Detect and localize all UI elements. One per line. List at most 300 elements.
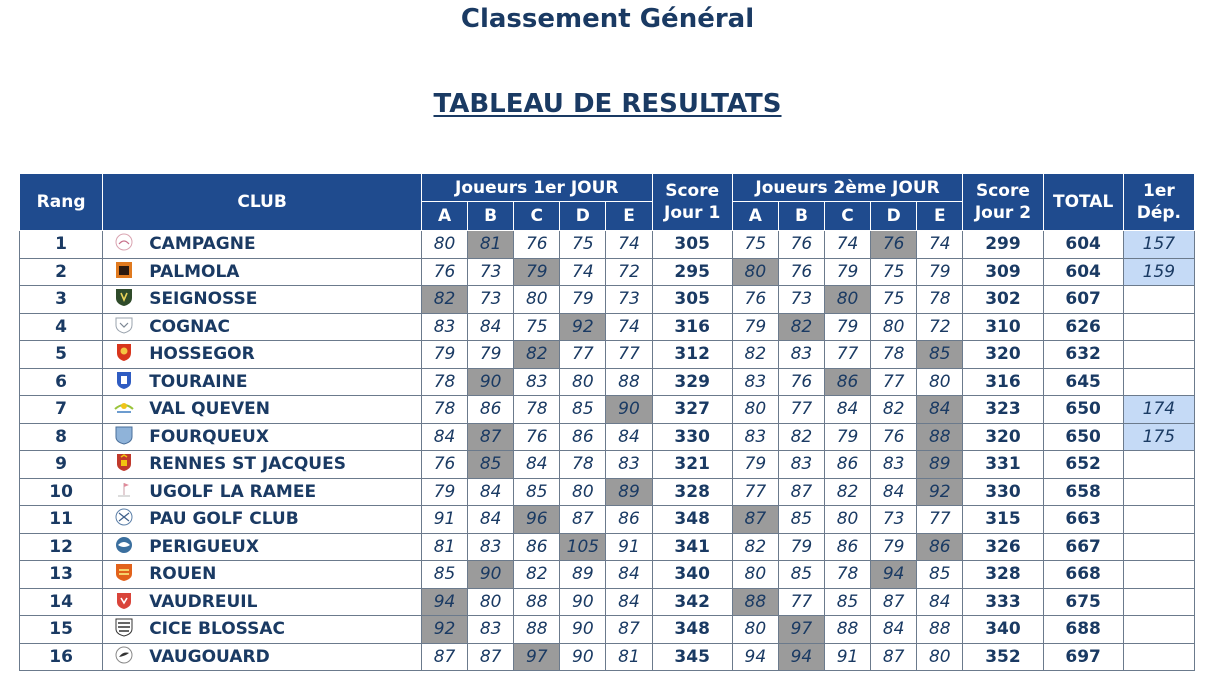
first-departure-cell	[1123, 478, 1194, 506]
day2-score-cell: 84	[871, 478, 917, 506]
day1-player-d-header: D	[560, 202, 606, 231]
palmola-logo-icon	[113, 260, 135, 280]
day1-score-cell: 90	[560, 643, 606, 671]
first-departure-cell	[1123, 286, 1194, 314]
day1-score-cell: 89	[560, 561, 606, 589]
rank-cell: 3	[20, 286, 103, 314]
day2-score-cell: 82	[871, 396, 917, 424]
club-cell	[103, 616, 422, 644]
day1-score-cell: 91	[606, 533, 652, 561]
score-day2-cell: 309	[963, 258, 1043, 286]
day1-score-cell: 86	[560, 423, 606, 451]
day1-score-cell: 80	[514, 286, 560, 314]
score-day2-cell: 340	[963, 616, 1043, 644]
club-name: PERIGUEUX	[149, 536, 259, 557]
day2-player-c-header: C	[824, 202, 870, 231]
total-cell: 645	[1043, 368, 1123, 396]
day2-score-cell: 83	[732, 423, 778, 451]
first-departure-header-line1: 1er	[1142, 181, 1175, 201]
day2-score-cell: 77	[778, 396, 824, 424]
score-day2-header	[963, 174, 1043, 231]
day2-score-cell: 80	[732, 396, 778, 424]
club-name: UGOLF LA RAMEE	[149, 481, 317, 502]
first-departure-cell	[1123, 341, 1194, 369]
club-cell	[103, 423, 422, 451]
rank-cell: 9	[20, 451, 103, 479]
total-cell: 650	[1043, 423, 1123, 451]
day2-score-cell: 79	[917, 258, 963, 286]
score-day1-cell: 321	[652, 451, 732, 479]
rennes-logo-icon	[113, 452, 135, 472]
rank-cell: 16	[20, 643, 103, 671]
day1-score-cell: 85	[560, 396, 606, 424]
total-cell: 688	[1043, 616, 1123, 644]
day1-score-cell: 84	[468, 478, 514, 506]
day2-score-cell: 85	[917, 561, 963, 589]
club-cell	[103, 561, 422, 589]
total-header: TOTAL	[1043, 174, 1123, 231]
day2-player-a-header: A	[732, 202, 778, 231]
day2-score-cell: 75	[871, 286, 917, 314]
table-row	[20, 423, 1195, 451]
day1-score-cell: 85	[468, 451, 514, 479]
day1-score-cell: 74	[606, 313, 652, 341]
day2-score-cell: 76	[778, 231, 824, 259]
cice-blossac-logo-icon	[113, 617, 135, 637]
day2-score-cell: 82	[778, 423, 824, 451]
rouen-logo-icon	[113, 562, 135, 582]
club-cell	[103, 231, 422, 259]
day1-score-cell: 78	[514, 396, 560, 424]
day1-score-cell: 96	[514, 506, 560, 534]
day1-score-cell: 76	[514, 231, 560, 259]
score-day2-cell: 333	[963, 588, 1043, 616]
day1-score-cell: 84	[606, 588, 652, 616]
score-day1-cell: 312	[652, 341, 732, 369]
day1-score-cell: 94	[421, 588, 467, 616]
day2-score-cell: 85	[778, 506, 824, 534]
day2-score-cell: 85	[917, 341, 963, 369]
day1-score-cell: 89	[606, 478, 652, 506]
day1-score-cell: 81	[606, 643, 652, 671]
day1-score-cell: 73	[468, 258, 514, 286]
day1-score-cell: 73	[468, 286, 514, 314]
day1-score-cell: 72	[606, 258, 652, 286]
day2-score-cell: 83	[871, 451, 917, 479]
day2-score-cell: 80	[917, 643, 963, 671]
table-row	[20, 451, 1195, 479]
day2-score-cell: 88	[917, 423, 963, 451]
club-name: COGNAC	[149, 316, 230, 337]
total-cell: 650	[1043, 396, 1123, 424]
day2-score-cell: 80	[824, 506, 870, 534]
score-day2-header-line1: Score	[975, 181, 1030, 201]
rank-cell: 7	[20, 396, 103, 424]
rank-cell: 12	[20, 533, 103, 561]
total-cell: 667	[1043, 533, 1123, 561]
day1-player-b-header: B	[468, 202, 514, 231]
day2-score-cell: 94	[732, 643, 778, 671]
day1-score-cell: 78	[421, 368, 467, 396]
day2-score-cell: 79	[824, 313, 870, 341]
day2-score-cell: 84	[871, 616, 917, 644]
score-day2-cell: 320	[963, 423, 1043, 451]
day1-score-cell: 76	[514, 423, 560, 451]
score-day1-header-line2: Jour 1	[664, 203, 721, 223]
day1-score-cell: 84	[468, 506, 514, 534]
day2-score-cell: 76	[871, 423, 917, 451]
day2-players-header: Joueurs 2ème JOUR	[732, 174, 963, 202]
total-cell: 607	[1043, 286, 1123, 314]
day1-score-cell: 88	[514, 588, 560, 616]
day1-score-cell: 90	[606, 396, 652, 424]
table-body	[20, 231, 1195, 671]
table-row	[20, 341, 1195, 369]
first-departure-cell: 174	[1123, 396, 1194, 424]
day2-score-cell: 80	[824, 286, 870, 314]
day2-score-cell: 80	[871, 313, 917, 341]
pau-logo-icon	[113, 507, 135, 527]
score-day1-cell: 341	[652, 533, 732, 561]
day1-score-cell: 79	[421, 478, 467, 506]
day2-score-cell: 85	[778, 561, 824, 589]
club-name: VAUDREUIL	[149, 591, 258, 612]
total-cell: 604	[1043, 231, 1123, 259]
day2-score-cell: 83	[778, 451, 824, 479]
day2-score-cell: 77	[871, 368, 917, 396]
rank-cell: 5	[20, 341, 103, 369]
day1-score-cell: 90	[560, 616, 606, 644]
day2-score-cell: 82	[778, 313, 824, 341]
score-day2-cell: 310	[963, 313, 1043, 341]
score-day2-cell: 352	[963, 643, 1043, 671]
score-day1-cell: 328	[652, 478, 732, 506]
club-cell	[103, 478, 422, 506]
score-day2-cell: 320	[963, 341, 1043, 369]
rank-cell: 6	[20, 368, 103, 396]
club-cell	[103, 643, 422, 671]
club-name: TOURAINE	[149, 371, 248, 392]
day2-score-cell: 97	[778, 616, 824, 644]
day1-players-header: Joueurs 1er JOUR	[421, 174, 652, 202]
day2-score-cell: 80	[732, 258, 778, 286]
day1-score-cell: 92	[421, 616, 467, 644]
day1-score-cell: 78	[421, 396, 467, 424]
score-day1-cell: 327	[652, 396, 732, 424]
score-day2-cell: 315	[963, 506, 1043, 534]
day2-score-cell: 94	[778, 643, 824, 671]
first-departure-cell	[1123, 533, 1194, 561]
day2-score-cell: 84	[917, 396, 963, 424]
day1-score-cell: 86	[468, 396, 514, 424]
day1-score-cell: 83	[421, 313, 467, 341]
seignosse-logo-icon	[113, 287, 135, 307]
score-day1-header	[652, 174, 732, 231]
club-cell	[103, 286, 422, 314]
day1-score-cell: 74	[560, 258, 606, 286]
score-day1-cell: 348	[652, 616, 732, 644]
score-day1-cell: 329	[652, 368, 732, 396]
day1-score-cell: 76	[421, 258, 467, 286]
vaudreuil-logo-icon	[113, 590, 135, 610]
rank-cell: 13	[20, 561, 103, 589]
day2-score-cell: 94	[871, 561, 917, 589]
day1-score-cell: 79	[421, 341, 467, 369]
day1-score-cell: 75	[514, 313, 560, 341]
score-day2-cell: 316	[963, 368, 1043, 396]
day1-score-cell: 87	[560, 506, 606, 534]
day1-score-cell: 84	[421, 423, 467, 451]
rank-header: Rang	[20, 174, 103, 231]
cognac-logo-icon	[113, 315, 135, 335]
day2-score-cell: 78	[917, 286, 963, 314]
day2-score-cell: 77	[778, 588, 824, 616]
score-day2-cell: 299	[963, 231, 1043, 259]
day2-score-cell: 86	[917, 533, 963, 561]
day1-score-cell: 80	[560, 368, 606, 396]
day1-score-cell: 79	[560, 286, 606, 314]
day2-score-cell: 75	[732, 231, 778, 259]
day1-score-cell: 80	[560, 478, 606, 506]
day2-player-e-header: E	[917, 202, 963, 231]
score-day1-header-line1: Score	[665, 181, 720, 201]
day1-score-cell: 75	[560, 231, 606, 259]
day1-score-cell: 85	[421, 561, 467, 589]
rank-cell: 1	[20, 231, 103, 259]
rank-cell: 4	[20, 313, 103, 341]
day2-score-cell: 77	[917, 506, 963, 534]
day1-score-cell: 87	[468, 643, 514, 671]
first-departure-cell	[1123, 506, 1194, 534]
table-header	[20, 174, 1195, 231]
score-day2-cell: 331	[963, 451, 1043, 479]
day1-score-cell: 82	[514, 341, 560, 369]
day2-score-cell: 86	[824, 368, 870, 396]
val-queven-logo-icon	[113, 397, 135, 417]
club-name: VAL QUEVEN	[149, 399, 270, 420]
day1-score-cell: 83	[468, 616, 514, 644]
day1-score-cell: 86	[514, 533, 560, 561]
day1-score-cell: 81	[468, 231, 514, 259]
first-departure-cell	[1123, 451, 1194, 479]
day1-score-cell: 87	[468, 423, 514, 451]
club-header: CLUB	[103, 174, 422, 231]
day1-score-cell: 82	[514, 561, 560, 589]
first-departure-header-line2: Dép.	[1136, 203, 1181, 223]
day2-score-cell: 82	[732, 341, 778, 369]
day2-score-cell: 80	[917, 368, 963, 396]
day2-score-cell: 82	[732, 533, 778, 561]
day2-score-cell: 80	[732, 616, 778, 644]
first-departure-cell	[1123, 588, 1194, 616]
day2-score-cell: 77	[824, 341, 870, 369]
vaugouard-logo-icon	[113, 645, 135, 665]
day1-score-cell: 92	[560, 313, 606, 341]
club-name: CICE BLOSSAC	[149, 619, 286, 640]
club-name: HOSSEGOR	[149, 344, 255, 365]
day1-score-cell: 97	[514, 643, 560, 671]
day1-score-cell: 81	[421, 533, 467, 561]
day2-score-cell: 88	[824, 616, 870, 644]
day2-score-cell: 85	[824, 588, 870, 616]
day1-player-a-header: A	[421, 202, 467, 231]
first-departure-cell	[1123, 368, 1194, 396]
club-cell	[103, 368, 422, 396]
rank-cell: 10	[20, 478, 103, 506]
total-cell: 663	[1043, 506, 1123, 534]
club-name: RENNES ST JACQUES	[149, 454, 346, 475]
score-day1-cell: 330	[652, 423, 732, 451]
table-row	[20, 643, 1195, 671]
table-row	[20, 231, 1195, 259]
score-day2-cell: 326	[963, 533, 1043, 561]
table-row	[20, 478, 1195, 506]
club-name: ROUEN	[149, 564, 217, 585]
score-day1-cell: 348	[652, 506, 732, 534]
day1-score-cell: 82	[421, 286, 467, 314]
day2-score-cell: 87	[871, 588, 917, 616]
club-name: PALMOLA	[149, 261, 240, 282]
rank-cell: 15	[20, 616, 103, 644]
page-title: Classement Général	[460, 4, 755, 34]
table-row	[20, 313, 1195, 341]
day1-score-cell: 87	[421, 643, 467, 671]
table-row	[20, 533, 1195, 561]
results-table	[19, 173, 1195, 671]
first-departure-cell: 175	[1123, 423, 1194, 451]
day1-score-cell: 84	[468, 313, 514, 341]
day2-score-cell: 86	[824, 533, 870, 561]
day2-score-cell: 74	[824, 231, 870, 259]
day2-score-cell: 74	[917, 231, 963, 259]
day1-score-cell: 84	[606, 423, 652, 451]
day2-score-cell: 82	[824, 478, 870, 506]
day2-score-cell: 79	[778, 533, 824, 561]
score-day1-cell: 345	[652, 643, 732, 671]
day1-score-cell: 83	[514, 368, 560, 396]
touraine-logo-icon	[113, 370, 135, 390]
score-day2-cell: 328	[963, 561, 1043, 589]
total-cell: 652	[1043, 451, 1123, 479]
day2-score-cell: 92	[917, 478, 963, 506]
day1-score-cell: 83	[468, 533, 514, 561]
day1-score-cell: 84	[514, 451, 560, 479]
day2-score-cell: 76	[871, 231, 917, 259]
day1-player-e-header: E	[606, 202, 652, 231]
day2-score-cell: 84	[917, 588, 963, 616]
day1-score-cell: 88	[606, 368, 652, 396]
table-row	[20, 258, 1195, 286]
score-day2-cell: 330	[963, 478, 1043, 506]
first-departure-cell	[1123, 561, 1194, 589]
day2-score-cell: 76	[778, 258, 824, 286]
hossegor-logo-icon	[113, 342, 135, 362]
day1-score-cell: 90	[468, 368, 514, 396]
day1-score-cell: 105	[560, 533, 606, 561]
club-name: FOURQUEUX	[149, 426, 269, 447]
score-day1-cell: 340	[652, 561, 732, 589]
day1-score-cell: 91	[421, 506, 467, 534]
total-cell: 626	[1043, 313, 1123, 341]
total-cell: 675	[1043, 588, 1123, 616]
day2-score-cell: 88	[917, 616, 963, 644]
day2-score-cell: 79	[732, 451, 778, 479]
ugolf-logo-icon	[113, 480, 135, 500]
day2-score-cell: 79	[824, 258, 870, 286]
rank-cell: 8	[20, 423, 103, 451]
score-day2-header-line2: Jour 2	[974, 203, 1032, 223]
first-departure-cell: 157	[1123, 231, 1194, 259]
table-row	[20, 506, 1195, 534]
score-day1-cell: 316	[652, 313, 732, 341]
score-day1-cell: 342	[652, 588, 732, 616]
day1-score-cell: 77	[606, 341, 652, 369]
day2-score-cell: 88	[732, 588, 778, 616]
total-cell: 697	[1043, 643, 1123, 671]
table-row	[20, 286, 1195, 314]
first-departure-header	[1123, 174, 1194, 231]
day1-score-cell: 90	[468, 561, 514, 589]
day1-player-c-header: C	[514, 202, 560, 231]
perigueux-logo-icon	[113, 535, 135, 555]
score-day1-cell: 295	[652, 258, 732, 286]
day2-score-cell: 87	[778, 478, 824, 506]
day1-score-cell: 79	[514, 258, 560, 286]
day2-score-cell: 79	[871, 533, 917, 561]
score-day2-cell: 323	[963, 396, 1043, 424]
day1-score-cell: 74	[606, 231, 652, 259]
score-day1-cell: 305	[652, 286, 732, 314]
table-row	[20, 616, 1195, 644]
day2-score-cell: 77	[732, 478, 778, 506]
club-cell	[103, 451, 422, 479]
day2-score-cell: 78	[824, 561, 870, 589]
club-name: CAMPAGNE	[149, 234, 256, 255]
club-cell	[103, 506, 422, 534]
total-cell: 604	[1043, 258, 1123, 286]
first-departure-cell	[1123, 616, 1194, 644]
table-row	[20, 368, 1195, 396]
total-cell: 658	[1043, 478, 1123, 506]
day2-score-cell: 87	[732, 506, 778, 534]
table-row	[20, 396, 1195, 424]
results-table-heading: TABLEAU DE RESULTATS	[433, 89, 782, 119]
table-row	[20, 588, 1195, 616]
day1-score-cell: 80	[421, 231, 467, 259]
rank-cell: 14	[20, 588, 103, 616]
day2-score-cell: 79	[824, 423, 870, 451]
total-cell: 668	[1043, 561, 1123, 589]
day2-score-cell: 87	[871, 643, 917, 671]
day2-score-cell: 76	[732, 286, 778, 314]
day2-score-cell: 84	[824, 396, 870, 424]
day2-score-cell: 73	[778, 286, 824, 314]
club-name: SEIGNOSSE	[149, 289, 258, 310]
total-cell: 632	[1043, 341, 1123, 369]
day2-score-cell: 91	[824, 643, 870, 671]
rank-cell: 2	[20, 258, 103, 286]
day2-score-cell: 78	[871, 341, 917, 369]
club-cell	[103, 313, 422, 341]
day1-score-cell: 77	[560, 341, 606, 369]
club-name: VAUGOUARD	[149, 646, 270, 667]
day2-score-cell: 89	[917, 451, 963, 479]
day2-score-cell: 83	[732, 368, 778, 396]
first-departure-cell	[1123, 313, 1194, 341]
club-cell	[103, 258, 422, 286]
score-day2-cell: 302	[963, 286, 1043, 314]
day1-score-cell: 87	[606, 616, 652, 644]
